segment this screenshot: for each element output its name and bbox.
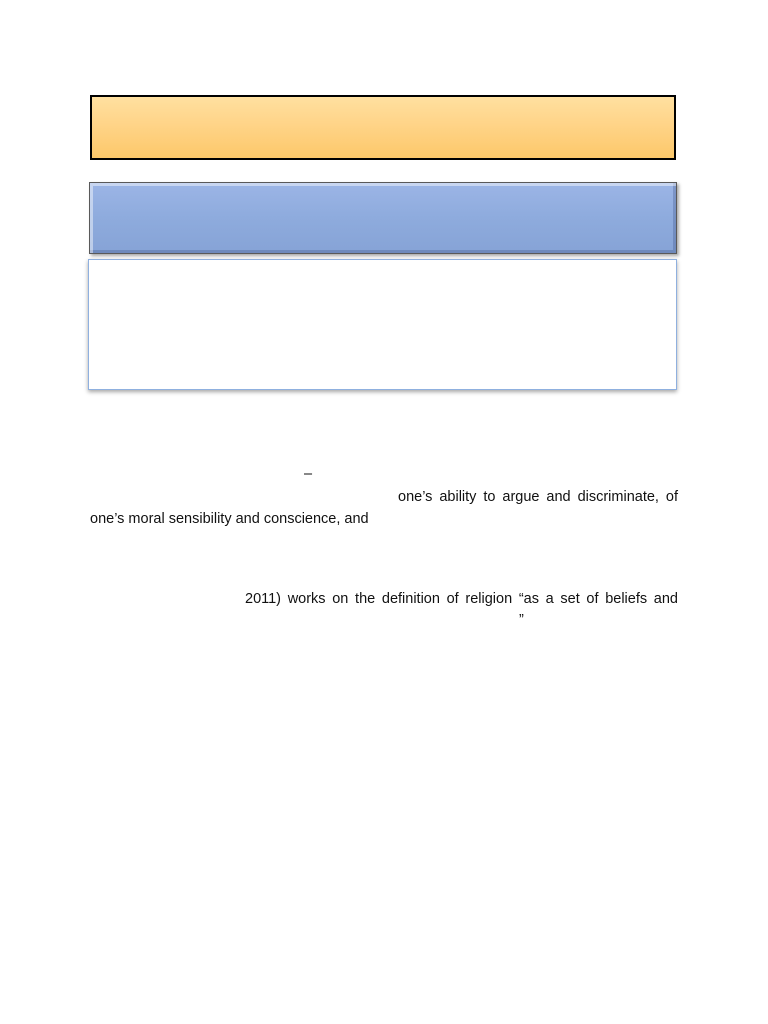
content-box [88,259,677,390]
body-text-line-1: one’s ability to argue and discriminate, of [398,489,678,505]
body-text-line-2: one’s moral sensibility and conscience, and [90,511,369,527]
body-text-line-3: 2011) works on the definition of religion “as a set of beliefs and [245,591,678,607]
body-dash: – [304,466,313,482]
section-header-box [89,182,677,254]
body-closing-quote: ” [519,612,524,628]
title-box [90,95,676,160]
